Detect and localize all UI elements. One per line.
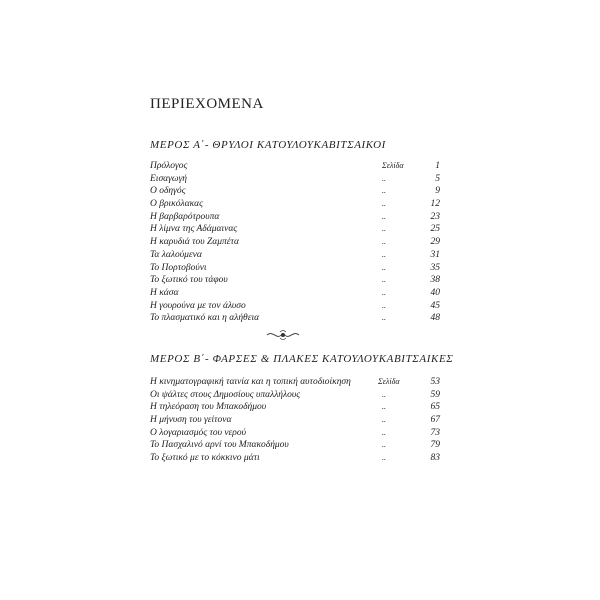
entry-page-marker: ..	[382, 186, 386, 196]
entry-page-number: 53	[430, 377, 440, 387]
entry-page-number: 9	[435, 186, 440, 197]
entry-page-marker: ..	[382, 389, 386, 399]
entry-title: Οι ψάλτες στους Δημοσίους υπαλλήλους	[150, 389, 301, 400]
entry-page-number: 31	[430, 249, 440, 260]
toc-entry	[150, 427, 440, 440]
entry-page-marker: Σελίδα	[378, 377, 400, 386]
entry-title: Η κάσα	[150, 287, 179, 298]
entry-page-marker: ..	[382, 313, 386, 323]
entry-page-marker: ..	[382, 440, 386, 450]
toc-entry	[150, 287, 440, 300]
entry-page-number: 35	[430, 262, 440, 273]
toc-entry	[150, 262, 440, 275]
entry-page-number: 25	[430, 224, 440, 235]
entry-title: Το ξωτικό με το κόκκινο μάτι	[150, 453, 260, 464]
part-a-toc	[150, 160, 440, 325]
entry-page-marker: Σελίδα	[382, 161, 404, 170]
toc-entry	[150, 376, 440, 389]
entry-page-number: 12	[430, 199, 440, 210]
entry-title: Η κινηματογραφική ταινία και η τοπική αυτοδιοίκηση	[150, 377, 351, 387]
toc-entry	[150, 414, 440, 427]
entry-title: Το ξωτικό του τάφου	[150, 275, 228, 286]
entry-page-marker: ..	[382, 211, 386, 221]
entry-title: Η βαρβαρότρουπα	[150, 211, 220, 222]
entry-title: Το Πορτοβούνι	[150, 262, 207, 273]
toc-entry	[150, 185, 440, 198]
toc-entry	[150, 312, 440, 325]
entry-page-number: 5	[435, 173, 440, 184]
toc-entry	[150, 160, 440, 173]
toc-entry	[150, 274, 440, 287]
entry-page-number: 65	[430, 402, 440, 413]
entry-title: Ο λογαριασμός του νερού	[150, 427, 246, 438]
entry-page-number: 45	[430, 300, 440, 311]
entry-page-marker: ..	[382, 237, 386, 247]
entry-page-number: 59	[430, 389, 440, 400]
toc-entry	[150, 300, 440, 313]
entry-page-number: 23	[430, 211, 440, 222]
entry-page-marker: ..	[382, 173, 386, 183]
entry-page-marker: ..	[382, 300, 386, 310]
ornament-divider-icon	[265, 328, 301, 342]
entry-page-marker: ..	[382, 453, 386, 463]
entry-page-marker: ..	[382, 427, 386, 437]
entry-page-number: 67	[430, 415, 440, 426]
entry-page-marker: ..	[382, 287, 386, 297]
entry-page-number: 48	[430, 313, 440, 324]
entry-page-number: 38	[430, 275, 440, 286]
entry-page-number: 73	[430, 427, 440, 438]
entry-title: Η γουρούνα με τον άλυσο	[150, 300, 246, 311]
part-a-heading: ΜΕΡΟΣ Α΄- ΘΡΥΛΟΙ ΚΑΤΟΥΛΟΥΚΑΒΙΤΣΑΙΚΟΙ	[150, 139, 386, 151]
entry-title: Η μήνυση του γείτονα	[150, 415, 232, 426]
entry-title: Η λίμνα της Αδάμαινας	[150, 224, 238, 235]
entry-title: Ο οδηγός	[150, 186, 186, 197]
entry-page-marker: ..	[382, 402, 386, 412]
part-b-heading: ΜΕΡΟΣ Β΄- ΦΑΡΣΕΣ & ΠΛΑΚΕΣ ΚΑΤΟΥΛΟΥΚΑΒΙΤΣΑΙΚΕΣ	[150, 353, 454, 365]
entry-title: Ο βρικόλακας	[150, 199, 203, 210]
entry-page-marker: ..	[382, 262, 386, 272]
entry-page-number: 83	[430, 453, 440, 464]
entry-page-marker: ..	[382, 249, 386, 259]
toc-entry	[150, 401, 440, 414]
entry-page-marker: ..	[382, 415, 386, 425]
toc-entry	[150, 452, 440, 465]
entry-page-number: 79	[430, 440, 440, 451]
entry-page-number: 29	[430, 237, 440, 248]
toc-entry	[150, 198, 440, 211]
entry-title: Η τηλεόραση του Μπακοδήμου	[150, 402, 267, 413]
entry-page-marker: ..	[382, 199, 386, 209]
entry-page-number: 1	[435, 161, 440, 171]
toc-entry	[150, 389, 440, 402]
entry-title: Πρόλογος	[150, 161, 188, 171]
entry-page-number: 40	[430, 287, 440, 298]
toc-entry	[150, 236, 440, 249]
toc-entry	[150, 211, 440, 224]
toc-entry	[150, 249, 440, 262]
toc-entry	[150, 439, 440, 452]
entry-title: Το Πασχαλινό αρνί του Μπακοδήμου	[150, 440, 289, 451]
entry-page-marker: ..	[382, 224, 386, 234]
toc-entry	[150, 173, 440, 186]
entry-title: Τα λαλούμενα	[150, 249, 202, 260]
part-b-toc	[150, 376, 440, 465]
entry-title: Εισαγωγή	[150, 173, 188, 184]
toc-entry	[150, 223, 440, 236]
entry-page-marker: ..	[382, 275, 386, 285]
page-title: ΠΕΡΙΕΧΟΜΕΝΑ	[150, 96, 264, 112]
entry-title: Η καρυδιά του Ζαμπέτα	[150, 237, 239, 248]
entry-title: Το πλασματικό και η αλήθεια	[150, 313, 260, 324]
